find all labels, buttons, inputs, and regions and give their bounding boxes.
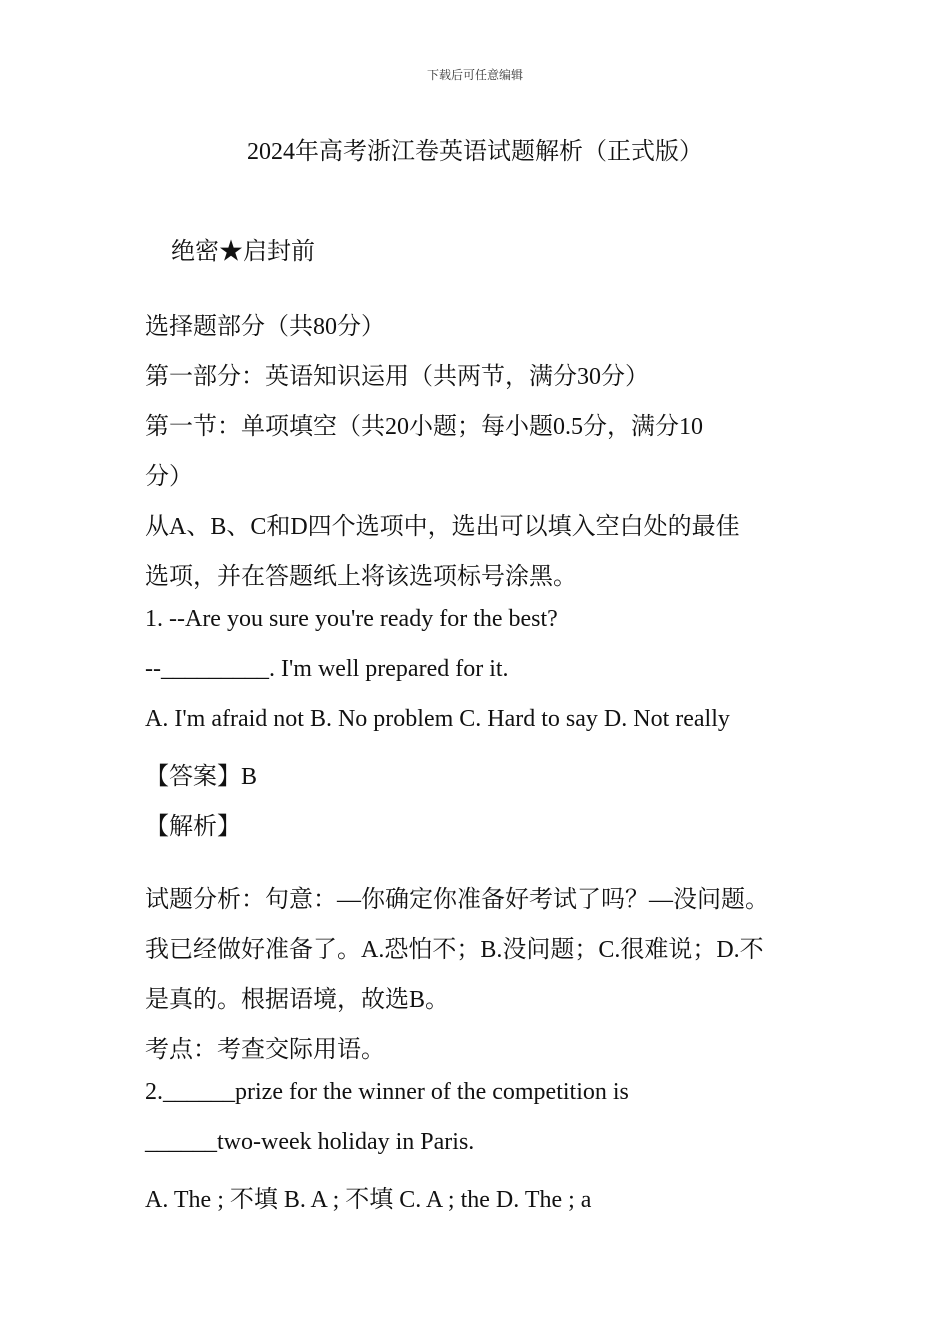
question-2-options: A. The ; 不填 B. A ; 不填 C. A ; the D. The ; a (145, 1187, 592, 1213)
question-1-analysis-end: 是真的。根据语境，故选B。 (145, 987, 450, 1013)
instruction-text: 从A、B、C和D四个选项中，选出可以填入空白处的最佳 (145, 514, 740, 540)
section-choice-heading: 选择题部分（共80分） (145, 314, 385, 340)
question-1-stem: 1. --Are you sure you're ready for the best? (145, 606, 558, 632)
section-one-heading-cont: 分） (145, 464, 193, 490)
instruction-text-cont: 选项，并在答题纸上将该选项标号涂黑。 (145, 564, 577, 590)
question-1-analysis-label: 【解析】 (145, 814, 241, 840)
question-1-answer: 【答案】B (145, 764, 258, 790)
question-1-point: 考点：考查交际用语。 (145, 1037, 385, 1063)
part-one-heading: 第一部分：英语知识运用（共两节，满分30分） (145, 364, 649, 390)
question-2-stem: 2.______prize for the winner of the competition is (145, 1079, 629, 1105)
document-title: 2024年高考浙江卷英语试题解析（正式版） (247, 139, 703, 165)
secret-mark: 绝密★启封前 (171, 239, 315, 265)
section-one-heading: 第一节：单项填空（共20小题；每小题0.5分，满分10 (145, 414, 703, 440)
question-1-analysis-cont: 我已经做好准备了。A.恐怕不；B.没问题；C.很难说；D.不 (145, 937, 764, 963)
question-1-options: A. I'm afraid not B. No problem C. Hard to say D. Not really (145, 706, 730, 732)
question-1-reply: --_________. I'm well prepared for it. (145, 656, 509, 682)
question-1-analysis: 试题分析：句意：—你确定你准备好考试了吗？—没问题。 (145, 887, 769, 913)
question-2-stem-cont: ______two-week holiday in Paris. (145, 1129, 475, 1155)
header-note: 下载后可任意编辑 (426, 68, 523, 82)
